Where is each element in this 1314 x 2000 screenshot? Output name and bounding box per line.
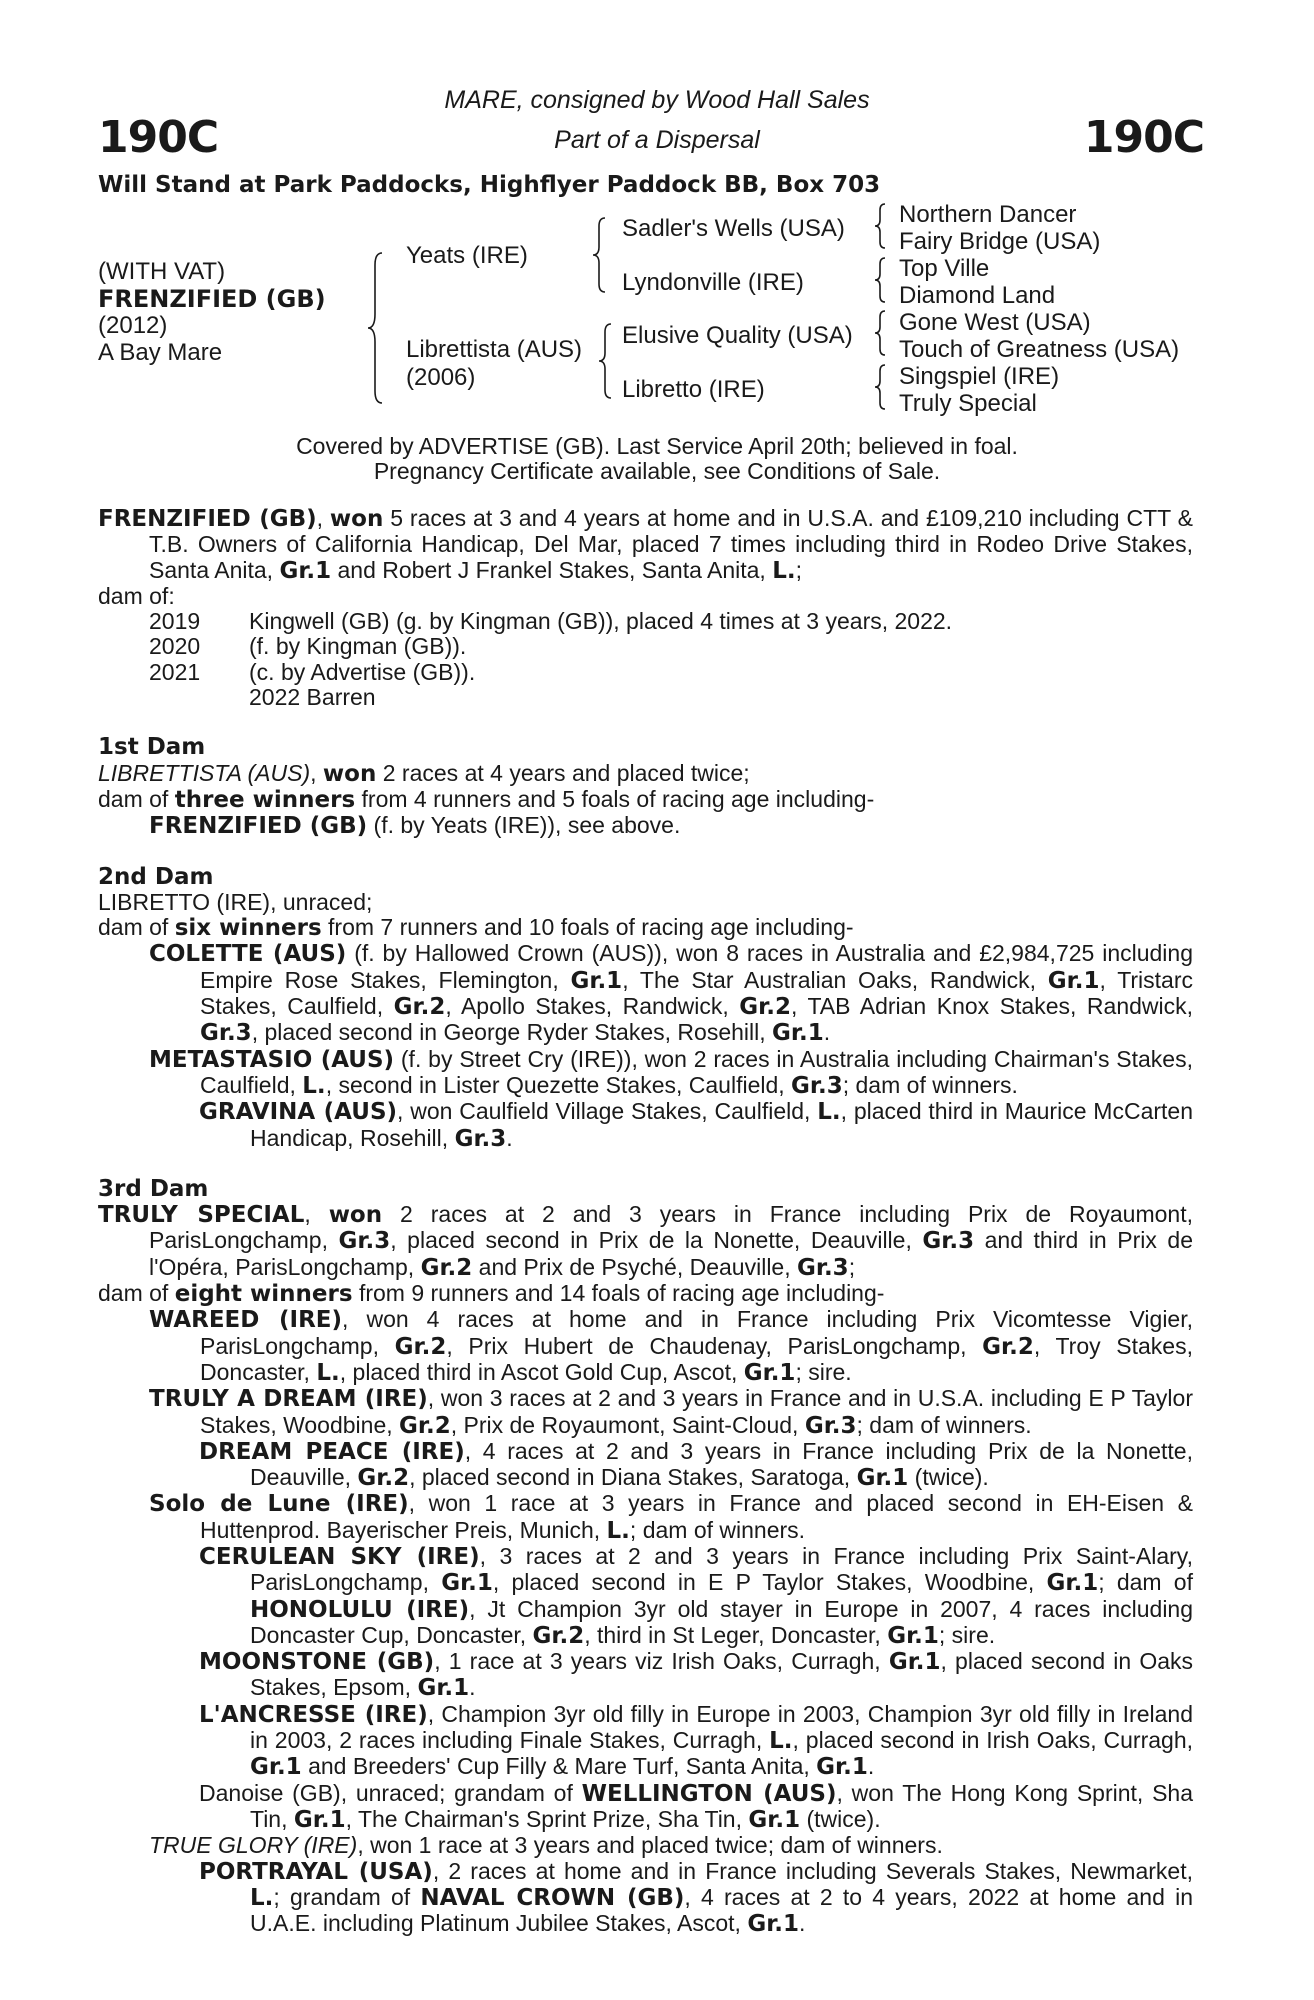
produce-row [98, 660, 1193, 685]
dam-dam-sire: Singspiel (IRE) [899, 363, 1060, 390]
section-heading-third-dam: 3rd Dam [98, 1175, 209, 1202]
runner-solo-de-lune: Solo de Lune (IRE), won 1 race at 3 years in France and placed second in EH-Eisen & Huttenprod. Bayerischer Preis, Munich, L.; dam of winners. [149, 1490, 1193, 1544]
second-dam-produce: dam of six winners from 7 runners and 10 foals of racing age including- [98, 914, 854, 942]
horse-name: FRENZIFIED (GB) [98, 285, 326, 313]
produce-row [98, 609, 1193, 634]
pregnancy-line: Pregnancy Certificate available, see Conditions of Sale. [373, 458, 941, 484]
first-dam-record: LIBRETTISTA (AUS), won 2 races at 4 years and placed twice; [98, 759, 750, 787]
dam-dam-dam: Truly Special [899, 390, 1037, 417]
lot-number-left: 190C [98, 112, 219, 163]
produce-year: 2020 [149, 633, 201, 660]
third-dam-record: TRULY SPECIAL, won 2 races at 2 and 3 years in France including Prix de Royaumont, ParisLongchamp, Gr.3, placed second in Prix de la Nonette, Deauville, Gr.3 and third in Prix de l'Opéra, ParisLongchamp, Gr.2 and Prix de Psyché, Deauville, Gr.3; [98, 1201, 1194, 1281]
runner-true-glory: TRUE GLORY (IRE), won 1 race at 3 years and placed twice; dam of winners. [149, 1832, 943, 1859]
first-dam-runner: FRENZIFIED (GB) (f. by Yeats (IRE)), see above. [149, 812, 681, 840]
second-dam-record: LIBRETTO (IRE), unraced; [98, 888, 373, 915]
sire-sire-sire: Northern Dancer [899, 201, 1077, 228]
runner-portrayal: PORTRAYAL (USA), 2 races at home and in France including Severals Stakes, Newmarket, L.; grandam of NAVAL CROWN (GB), 4 races at 2 to 4 years, 2022 at home and in U.A.E. including Platinum Jubilee Stakes, Ascot, Gr.1. [199, 1857, 1193, 1938]
runner-dream-peace: DREAM PEACE (IRE), 4 races at 2 and 3 years in France including Prix de la Nonette, Deauville, Gr.2, placed second in Diana Stakes, Saratoga, Gr.1 (twice). [199, 1437, 1193, 1492]
pedigree-brace-main [368, 251, 388, 405]
dam: Librettista (AUS) [406, 336, 583, 363]
dam-sire: Elusive Quality (USA) [622, 322, 853, 349]
runner-truly-a-dream: TRULY A DREAM (IRE), won 3 races at 2 and 3 years in France and in U.S.A. including E P Taylor Stakes, Woodbine, Gr.2, Prix de Royaumont, Saint-Cloud, Gr.3; dam of winners. [149, 1385, 1193, 1439]
sire: Yeats (IRE) [406, 242, 528, 269]
horse-description: A Bay Mare [98, 339, 223, 366]
section-heading-second-dam: 2nd Dam [98, 863, 214, 890]
runner-lancresse: L'ANCRESSE (IRE), Champion 3yr old filly in Europe in 2003, Champion 3yr old filly in Ireland in 2003, 2 races including Finale Stakes, Curragh, L., placed second in Irish Oaks, Curragh, Gr.1 and Breeders' Cup Filly & Mare Turf, Santa Anita, Gr.1. [199, 1700, 1193, 1781]
sire-dam-dam: Diamond Land [899, 282, 1056, 309]
first-dam-produce: dam of three winners from 4 runners and 5 foals of racing age including- [98, 785, 875, 813]
runner-gravina: GRAVINA (AUS), won Caulfield Village Stakes, Caulfield, L., placed third in Maurice McCarten Handicap, Rosehill, Gr.3. [199, 1098, 1193, 1152]
produce-text: 2022 Barren [249, 684, 376, 711]
stand-location: Will Stand at Park Paddocks, Highflyer Paddock BB, Box 703 [98, 172, 881, 198]
covering-note [0, 434, 1314, 484]
produce-text: (c. by Advertise (GB)). [249, 658, 476, 685]
covered-line: Covered by ADVERTISE (GB). Last Service April 20th; believed in foal. [296, 433, 1018, 459]
brace-ss [875, 202, 891, 250]
sire-sire: Sadler's Wells (USA) [622, 215, 845, 242]
dam-of-label: dam of: [98, 582, 175, 609]
runner-colette: COLETTE (AUS) (f. by Hallowed Crown (AUS)), won 8 races in Australia and £2,984,725 including Empire Rose Stakes, Flemington, Gr.1, The Star Australian Oaks, Randwick, Gr.1, Tristarc Stakes, Caulfield, Gr.2, Apollo Stakes, Randwick, Gr.2, TAB Adrian Knox Stakes, Randwick, Gr.3, placed second in George Ryder Stakes, Rosehill, Gr.1. [149, 940, 1194, 1047]
vat-note: (WITH VAT) [98, 258, 226, 285]
consignment-line: MARE, consigned by Wood Hall Sales [444, 86, 870, 114]
produce-text: (f. by Kingman (GB)). [249, 633, 467, 660]
runner-moonstone: MOONSTONE (GB), 1 race at 3 years viz Irish Oaks, Curragh, Gr.1, placed second in Oaks Stakes, Epsom, Gr.1. [199, 1648, 1193, 1702]
runner-cerulean-sky: CERULEAN SKY (IRE), 3 races at 2 and 3 years in France including Prix Saint-Alary, ParisLongchamp, Gr.1, placed second in E P Taylor Stakes, Woodbine, Gr.1; dam of HONOLULU (IRE), Jt Champion 3yr old stayer in Europe in 2007, 4 races including Doncaster Cup, Doncaster, Gr.2, third in St Leger, Doncaster, Gr.1; sire. [199, 1542, 1194, 1649]
produce-row [98, 634, 1193, 659]
dam-dam: Libretto (IRE) [622, 376, 765, 403]
dam-sire-dam: Touch of Greatness (USA) [899, 336, 1180, 363]
produce-year: 2021 [149, 658, 201, 685]
brace-dd [875, 363, 891, 411]
brace-sd [875, 256, 891, 304]
sire-dam: Lyndonville (IRE) [622, 269, 804, 296]
pedigree-brace-sire [593, 216, 611, 294]
section-heading-first-dam: 1st Dam [98, 734, 206, 761]
produce-year: 2019 [149, 608, 201, 635]
pedigree-brace-dam [599, 322, 617, 400]
produce-list [98, 609, 1193, 710]
dam-sire-sire: Gone West (USA) [899, 309, 1091, 336]
foaling-year: (2012) [98, 312, 168, 339]
produce-text: Kingwell (GB) (g. by Kingman (GB)), placed 4 times at 3 years, 2022. [249, 608, 953, 635]
third-dam-produce: dam of eight winners from 9 runners and 14 foals of racing age including- [98, 1280, 885, 1308]
sire-sire-dam: Fairy Bridge (USA) [899, 228, 1101, 255]
produce-row [98, 685, 1193, 710]
catalogue-body [98, 506, 1193, 1937]
lot-number-right: 190C [1083, 112, 1204, 163]
brace-ds [875, 309, 891, 357]
runner-danoise: Danoise (GB), unraced; grandam of WELLINGTON (AUS), won The Hong Kong Sprint, Sha Tin, Gr.1, The Chairman's Sprint Prize, Sha Tin, Gr.1 (twice). [199, 1779, 1193, 1833]
runner-metastasio: METASTASIO (AUS) (f. by Street Cry (IRE)), won 2 races in Australia including Chairman's Stakes, Caulfield, L., second in Lister Quezette Stakes, Caulfield, Gr.3; dam of winners. [149, 1045, 1193, 1099]
subject-record: FRENZIFIED (GB), won 5 races at 3 and 4 years at home and in U.S.A. and £109,210 including CTT & T.B. Owners of California Handicap, Del Mar, placed 7 times including third in Rodeo Drive Stakes, Santa Anita, Gr.1 and Robert J Frankel Stakes, Santa Anita, L.; [98, 505, 1193, 584]
dispersal-line: Part of a Dispersal [554, 126, 760, 154]
dam-year: (2006) [406, 364, 476, 391]
runner-wareed: WAREED (IRE), won 4 races at home and in France including Prix Vicomtesse Vigier, ParisLongchamp, Gr.2, Prix Hubert de Chaudenay, ParisLongchamp, Gr.2, Troy Stakes, Doncaster, L., placed third in Ascot Gold Cup, Ascot, Gr.1; sire. [149, 1306, 1193, 1386]
sire-dam-sire: Top Ville [899, 255, 990, 282]
